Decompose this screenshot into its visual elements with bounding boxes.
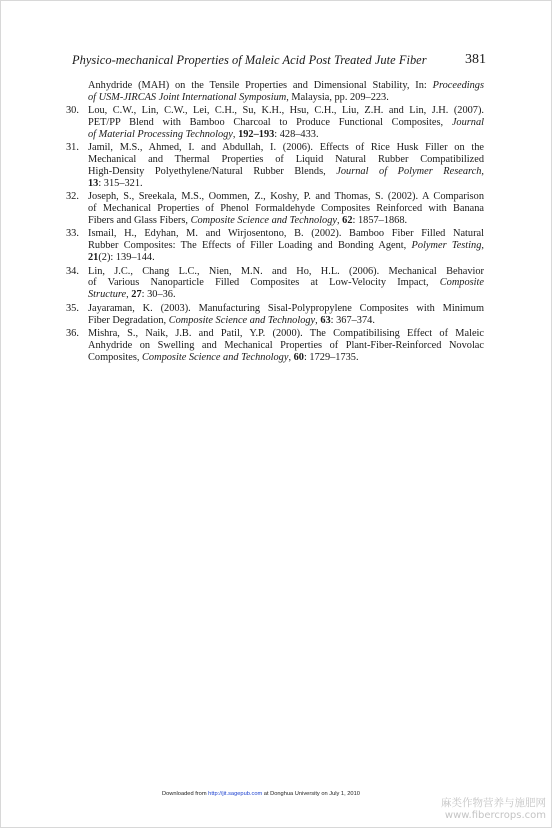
reference-number: 30.	[66, 105, 79, 117]
reference-line	[88, 215, 484, 227]
reference-text: Journal of Polymer Research	[336, 166, 482, 178]
page-number: 381	[465, 52, 486, 67]
reference-text: , Malaysia, pp. 209–223.	[286, 91, 389, 103]
watermark-title: 麻类作物营养与施肥网	[441, 797, 546, 809]
reference-line	[88, 154, 484, 166]
reference-text: Composite	[439, 277, 484, 289]
reference-entry	[66, 191, 484, 227]
reference-text: : 367–374.	[330, 314, 375, 326]
reference-text: Mechanical and Thermal Properties of Liquid Natural Rubber Compatibilized	[88, 154, 484, 166]
reference-text: Ismail, H., Edyhan, M. and Wirjosentono, B. (2002). Bamboo Fiber Filled Natural	[88, 228, 484, 240]
reference-text: Lin, J.C., Chang L.C., Nien, M.N. and Ho, H.L. (2006). Mechanical Behavior	[88, 265, 484, 277]
running-title: Physico-mechanical Properties of Maleic Acid Post Treated Jute Fiber	[72, 53, 427, 67]
footer-suffix: at Donghua University on July 1, 2010	[262, 791, 360, 797]
reference-line	[88, 178, 484, 190]
reference-number: 35.	[66, 302, 79, 314]
watermark	[441, 797, 546, 822]
reference-text: of Various Nanoparticle Filled Composites at Low-Velocity Impact,	[88, 277, 440, 289]
reference-number: 32.	[66, 191, 79, 203]
reference-line	[88, 166, 484, 178]
reference-text: Journal	[451, 117, 484, 129]
reference-text: ,	[126, 289, 132, 301]
reference-text: of USM-JIRCAS Joint International Symposium	[88, 91, 287, 103]
reference-text: ,	[337, 215, 343, 227]
reference-line	[88, 289, 484, 301]
reference-text: Composite Science and Technology	[168, 314, 316, 326]
reference-text: Composite Science and Technology	[190, 215, 337, 227]
reference-text: 62	[342, 215, 353, 227]
reference-line	[88, 328, 484, 340]
reference-line	[88, 352, 484, 364]
reference-text: 60	[293, 351, 304, 363]
reference-text: PET/PP Blend with Bamboo Charcoal to Produce Functional Composites,	[88, 117, 452, 129]
reference-line	[88, 105, 484, 117]
reference-line	[88, 80, 484, 92]
reference-line	[88, 142, 484, 154]
reference-text: : 1857–1868.	[352, 215, 408, 227]
reference-text: Rubber Composites: The Effects of Filler Loading and Bonding Agent,	[88, 240, 412, 252]
reference-text: 13	[88, 178, 99, 190]
reference-text: Jamil, M.S., Ahmed, I. and Abdullah, I. (2006). Effects of Rice Husk Filler on the	[88, 142, 484, 154]
reference-text: Mishra, S., Naik, J.B. and Patil, Y.P. (2000). The Compatibilising Effect of Maleic	[88, 327, 484, 339]
reference-entry	[66, 105, 484, 141]
reference-line	[88, 203, 484, 215]
reference-number: 34.	[66, 265, 79, 277]
reference-text: Anhydride on Swelling and Mechanical Properties of Plant-Fiber-Reinforced Novolac	[88, 339, 484, 351]
reference-text: : 428–433.	[274, 129, 319, 141]
watermark-url: www.fibercrops.com	[444, 810, 546, 821]
reference-line	[88, 92, 484, 104]
download-footer	[162, 791, 360, 797]
reference-text: of Mechanical Properties of Phenol Formaldehyde Composites Reinforced with Banana	[88, 203, 484, 215]
reference-entry	[66, 142, 484, 190]
reference-line	[88, 303, 484, 315]
reference-entry	[66, 80, 484, 104]
reference-text: : 30–36.	[141, 289, 176, 301]
reference-line	[88, 117, 484, 129]
reference-number: 36.	[66, 327, 79, 339]
footer-link[interactable]: http://jit.sagepub.com	[208, 791, 263, 797]
reference-line	[88, 129, 484, 141]
reference-text: (2): 139–144.	[98, 252, 155, 264]
reference-text: ,	[481, 240, 484, 252]
reference-text: ,	[288, 351, 294, 363]
reference-text: : 1729–1735.	[303, 351, 359, 363]
reference-text: 192–193	[238, 129, 275, 141]
reference-text: Polymer Testing	[411, 240, 482, 252]
reference-text: 21	[88, 252, 99, 264]
reference-text: 27	[131, 289, 142, 301]
reference-line	[88, 191, 484, 203]
reference-text: 63	[320, 314, 331, 326]
reference-text: Proceedings	[432, 80, 484, 91]
reference-text: Joseph, S., Sreekala, M.S., Oommen, Z., Koshy, P. and Thomas, S. (2002). A Comparison	[88, 191, 484, 203]
reference-number: 31.	[66, 142, 79, 154]
reference-text: Composites,	[88, 351, 143, 363]
reference-line	[88, 228, 484, 240]
reference-text: Anhydride (MAH) on the Tensile Properties and Dimensional Stability, In:	[88, 80, 433, 91]
reference-entry	[66, 328, 484, 364]
reference-list	[66, 80, 484, 365]
reference-entry	[66, 303, 484, 327]
reference-text: Composite Science and Technology	[142, 351, 289, 363]
reference-text: : 315–321.	[98, 178, 143, 190]
reference-line	[88, 240, 484, 252]
reference-text: Jayaraman, K. (2003). Manufacturing Sisal-Polypropylene Composites with Minimum	[88, 302, 484, 314]
reference-entry	[66, 228, 484, 264]
footer-prefix: Downloaded from	[162, 791, 209, 797]
reference-entry	[66, 266, 484, 302]
reference-line	[88, 277, 484, 289]
reference-text: ,	[481, 166, 484, 178]
running-header	[72, 53, 486, 71]
reference-text: ,	[315, 314, 321, 326]
reference-text: High-Density Polyethylene/Natural Rubber Blends,	[88, 166, 337, 178]
reference-text: Lou, C.W., Lin, C.W., Lei, C.H., Su, K.H., Hsu, C.H., Liu, Z.H. and Lin, J.H. (2007).	[88, 105, 484, 117]
reference-line	[88, 340, 484, 352]
reference-number: 33.	[66, 228, 79, 240]
reference-text: Structure	[88, 289, 127, 301]
reference-text: ,	[232, 129, 239, 141]
reference-line	[88, 266, 484, 278]
reference-line	[88, 315, 484, 327]
reference-text: Fiber Degradation,	[88, 314, 169, 326]
reference-text: of Material Processing Technology	[88, 129, 233, 141]
reference-line	[88, 252, 484, 264]
reference-text: Fibers and Glass Fibers,	[88, 215, 191, 227]
